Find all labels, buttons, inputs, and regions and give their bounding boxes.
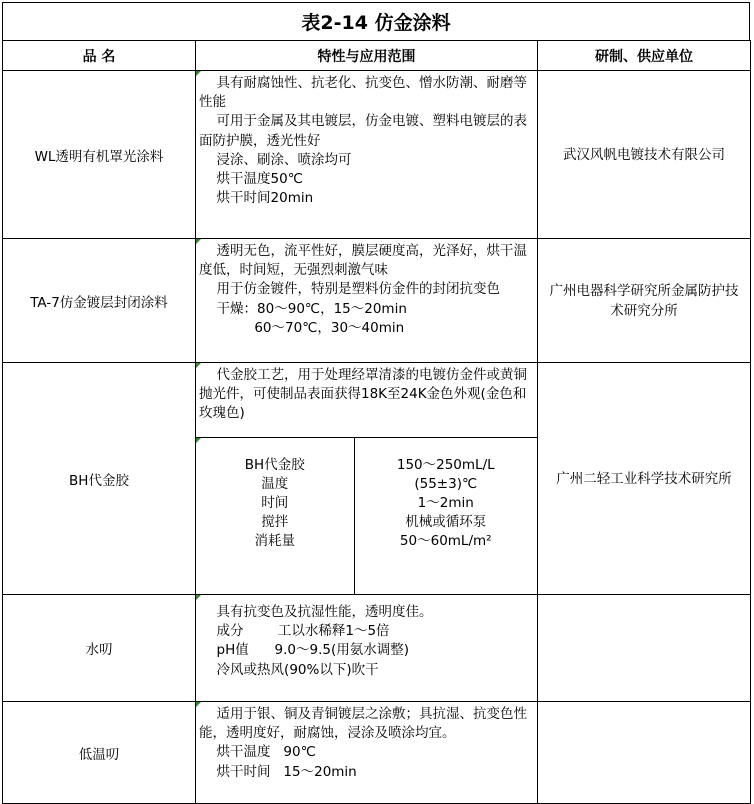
product-supplier xyxy=(538,702,751,804)
param-value: 150～250mL/L xyxy=(396,457,495,473)
bh-param-names xyxy=(196,438,354,595)
feature-line: 代金胶工艺，用于处理经罩清漆的电镀仿金件或黄铜抛光件，可使制品表面获得18K至24K金色外观(金色和玫瑰色) xyxy=(199,367,528,422)
feature-line: pH值 9.0～9.5(用氨水调整) xyxy=(216,642,409,659)
param-name: 消耗量 xyxy=(254,533,295,549)
header-name: 品 名 xyxy=(3,41,196,71)
product-name: 水叨 xyxy=(3,595,196,702)
feature-line: 浸涂、刷涂、喷涂均可 xyxy=(216,151,352,168)
bh-description xyxy=(196,363,537,438)
param-value: 机械或循环泵 xyxy=(405,514,487,530)
comment-marker-icon xyxy=(196,438,201,443)
product-supplier: 广州电器科学研究所金属防护技术研究分所 xyxy=(538,239,751,363)
product-features xyxy=(196,239,538,363)
feature-line: 可用于金属及其电镀层，仿金电镀、塑料电镀层的表面防护膜，透光性好 xyxy=(199,113,528,149)
product-supplier: 广州二轻工业科学技术研究所 xyxy=(538,363,751,595)
feature-line: 烘干时间 15～20min xyxy=(216,763,357,780)
feature-line: 透明无色，流平性好，膜层硬度高，光泽好，烘干温度低，时间短，无强烈刺激气味 xyxy=(199,243,528,279)
comment-marker-icon xyxy=(196,595,201,600)
param-name: BH代金胶 xyxy=(244,457,305,473)
header-features: 特性与应用范围 xyxy=(196,41,538,71)
product-features xyxy=(196,363,538,595)
param-value: 1～2min xyxy=(417,495,474,511)
comment-marker-icon xyxy=(196,71,201,76)
feature-line: 成分 工以水稀释1～5倍 xyxy=(216,623,390,640)
comment-marker-icon xyxy=(196,239,201,244)
param-name: 温度 xyxy=(261,476,289,492)
bh-param-values xyxy=(354,438,537,595)
param-name: 时间 xyxy=(261,495,289,511)
param-name: 搅拌 xyxy=(261,514,289,530)
feature-line: 冷风或热风(90%以下)吹干 xyxy=(216,661,379,678)
table-row xyxy=(3,239,751,363)
product-name: BH代金胶 xyxy=(3,363,196,595)
feature-line: 60～70℃，30～40min xyxy=(254,319,405,336)
bh-subtable xyxy=(196,363,537,594)
feature-line: 干燥：80～90℃，15～20min xyxy=(216,300,407,317)
feature-line: 烘干时间20min xyxy=(216,190,314,207)
header-row xyxy=(3,41,751,71)
table-row xyxy=(3,702,751,804)
product-features xyxy=(196,702,538,804)
table-title: 表2-14 仿金涂料 xyxy=(2,2,750,40)
comment-marker-icon xyxy=(196,702,201,707)
product-name: WL透明有机罩光涂料 xyxy=(3,71,196,239)
feature-line: 具有抗变色及抗湿性能，透明度佳。 xyxy=(216,604,433,620)
product-supplier xyxy=(538,595,751,702)
param-value: 50～60mL/m² xyxy=(399,533,492,549)
product-supplier: 武汉风帆电镀技术有限公司 xyxy=(538,71,751,239)
feature-line: 适用于银、铜及青铜镀层之涂敷；具抗湿、抗变色性能，透明度好，耐腐蚀，浸涂及喷涂均宜。 xyxy=(199,706,528,742)
coating-table xyxy=(2,40,751,804)
table-row xyxy=(3,363,751,595)
table-row xyxy=(3,71,751,239)
product-name: 低温叨 xyxy=(3,702,196,804)
product-features xyxy=(196,595,538,702)
header-supplier: 研制、供应单位 xyxy=(538,41,751,71)
product-name: TA-7仿金镀层封闭涂料 xyxy=(3,239,196,363)
feature-line: 烘干温度 90℃ xyxy=(216,744,316,761)
product-features xyxy=(196,71,538,239)
feature-line: 烘干温度50℃ xyxy=(216,171,303,188)
comment-marker-icon xyxy=(196,363,201,368)
feature-line: 用于仿金镀件，特别是塑料仿金件的封闭抗变色 xyxy=(216,281,501,298)
param-value: (55±3)℃ xyxy=(414,476,478,492)
table-row xyxy=(3,595,751,702)
feature-line: 具有耐腐蚀性、抗老化、抗变色、憎水防潮、耐磨等性能 xyxy=(199,75,528,111)
